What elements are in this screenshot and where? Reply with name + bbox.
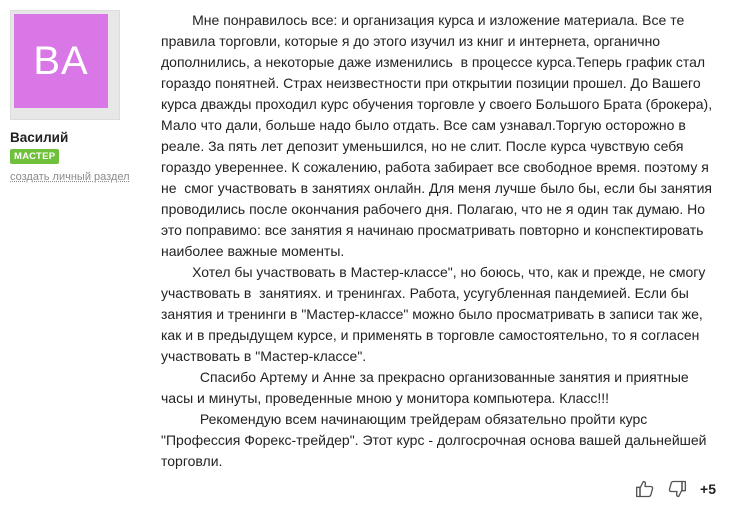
rank-badge: МАСТЕР <box>10 149 59 164</box>
post-paragraph: Мне понравилось все: и организация курса и изложение материала. Все те правила торговли, которые я до этого изучил из книг и интернета, органично дополнились, а некоторые даже изменились в процессе курса.Теперь график стал гораздо понятней. Страх неизвестности при открытии позиции прошел. До Вашего курса дважды проходил курс обучения торговле у своего Большого Брата (брокера), Мало что дали, больше надо было отдать. Все сам узнавал.Торгую осторожно в реале. За пять лет депозит уменьшился, но не слит. После курса чувствую себя гораздо увереннее. К сожалению, работа забирает все свободное время. поэтому я не смог участвовать в занятиях онлайн. Для меня лучше было бы, если бы занятия проводились после окончания рабочего дня. Полагаю, что не я один так думаю. Но это поправимо: все занятия я начинаю просматривать повторно и конспектировать наиболее важные моменты. <box>161 12 717 259</box>
avatar-initials: BA <box>14 14 108 108</box>
create-personal-section-link[interactable]: создать личный раздел <box>10 171 130 183</box>
thumbs-up-icon <box>635 479 655 499</box>
post-body <box>161 10 721 472</box>
like-button[interactable] <box>634 478 656 500</box>
post-paragraph: Хотел бы участвовать в Мастер-классе", но боюсь, что, как и прежде, не смогу участвовать в занятиях. и тренингах. Работа, усугубленная пандемией. Если бы занятия и тренинги в "Мастер-классе" можно было просматривать в записи так же, как и в предыдущем курсе, и применять в торговле самостоятельно, то я согласен участвовать в "Мастер-классе". <box>161 264 710 364</box>
author-name[interactable]: Василий <box>10 130 69 145</box>
thumbs-down-icon <box>667 479 687 499</box>
post-paragraph: Спасибо Артему и Анне за прекрасно организованные занятия и приятные часы и минуты, проведенные мною у монитора компьютера. Класс!!! <box>161 369 693 406</box>
post-paragraph: Рекомендую всем начинающим трейдерам обязательно пройти курс "Профессия Форекс-трейдер". Этот курс - долгосрочная основа вашей дальнейшей торговли. <box>161 411 711 469</box>
avatar[interactable] <box>10 10 120 120</box>
vote-bar <box>634 478 716 500</box>
author-panel <box>10 10 140 183</box>
dislike-button[interactable] <box>666 478 688 500</box>
vote-score: +5 <box>700 481 716 497</box>
